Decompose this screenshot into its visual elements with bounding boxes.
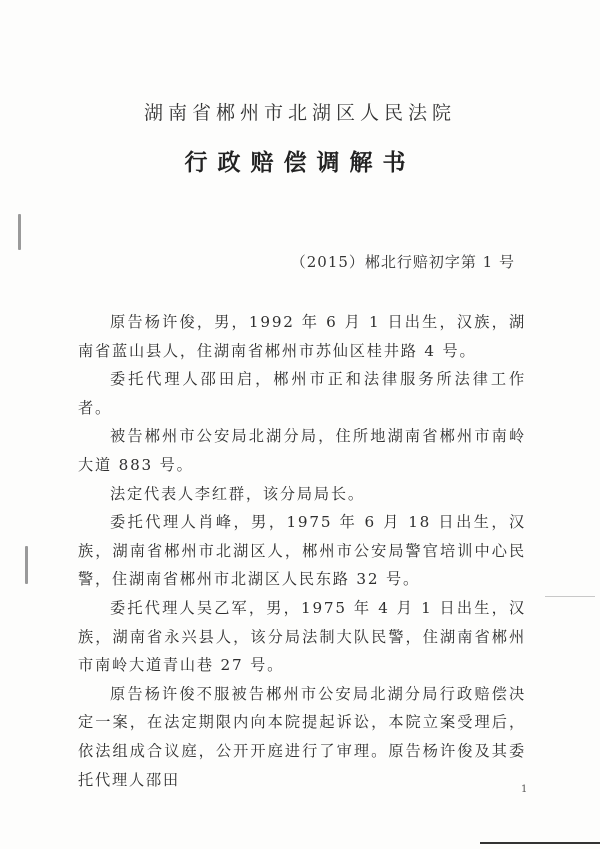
paragraph-defendant: 被告郴州市公安局北湖分局，住所地湖南省郴州市南岭大道 883 号。	[78, 427, 526, 474]
case-number: （2015）郴北行赔初字第 1 号	[290, 253, 515, 271]
paragraph-case-summary: 原告杨许俊不服被告郴州市公安局北湖分局行政赔偿决定一案，在法定期限内向本院提起诉讼，本院立案受理后，依法组成合议庭，公开开庭进行了审理。原告杨许俊及其委托代理人邵田	[78, 684, 526, 789]
paragraph-legal-representative: 法定代表人李红群，该分局局长。	[110, 484, 365, 503]
document-body	[78, 308, 526, 794]
paragraph-plaintiff-agent: 委托代理人邵田启，郴州市正和法律服务所法律工作者。	[78, 370, 526, 417]
paragraph-defendant-agent-1: 委托代理人肖峰，男，1975 年 6 月 18 日出生，汉族，湖南省郴州市北湖区人，郴州市公安局警官培训中心民警，住湖南省郴州市北湖区人民东路 32 号。	[78, 513, 526, 589]
page-number: 1	[521, 784, 528, 795]
page-bottom-edge	[480, 842, 600, 844]
document-title: 行政赔偿调解书	[184, 149, 416, 176]
court-name: 湖南省郴州市北湖区人民法院	[143, 102, 456, 124]
scan-artifact-line	[545, 596, 595, 597]
paragraph-plaintiff: 原告杨许俊，男，1992 年 6 月 1 日出生，汉族，湖南省蓝山县人，住湖南省郴州市苏仙区桂井路 4 号。	[78, 313, 526, 360]
paragraph-defendant-agent-2: 委托代理人吴乙军，男，1975 年 4 月 1 日出生，汉族，湖南省永兴县人，该分局法制大队民警，住湖南省郴州市南岭大道青山巷 27 号。	[78, 598, 526, 675]
staple-mark-bottom	[25, 546, 28, 584]
staple-mark-top	[18, 214, 21, 250]
